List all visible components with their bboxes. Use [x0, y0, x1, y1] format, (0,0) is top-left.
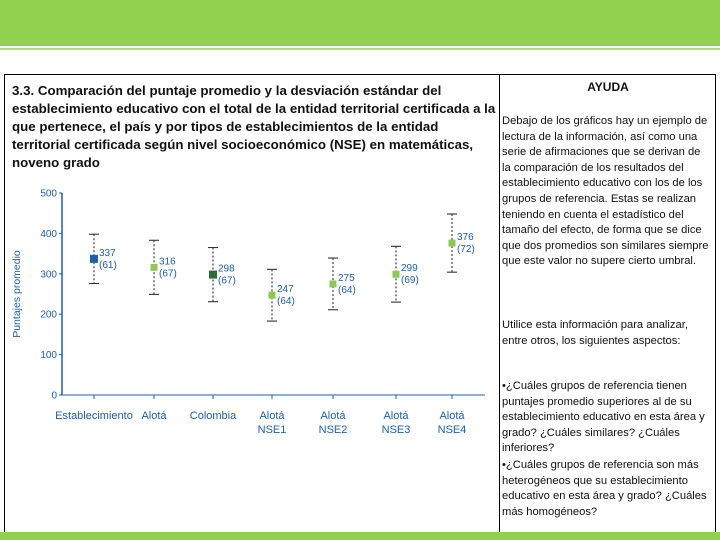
mean-label: 376: [457, 232, 474, 244]
mean-marker: [449, 240, 456, 247]
mean-label: 299: [401, 263, 418, 275]
mean-label: 298: [218, 263, 235, 275]
mean-label: 275: [338, 272, 355, 284]
sd-label: (67): [159, 268, 177, 280]
help-paragraph-4: •¿Cuáles grupos de referencia son más heterogéneos que su establecimiento educativo en esta área y grado? ¿Cuáles más homogéneos?: [502, 459, 707, 518]
y-tick-label: 300: [40, 269, 57, 281]
y-tick-label: 100: [40, 350, 57, 362]
category-label: Establecimiento: [55, 410, 133, 422]
help-paragraph-1: Debajo de los gráficos hay un ejemplo de lectura de la información, así como una serie de afirmaciones que se derivan de la comparación de los resultados del establecimiento educativo con los de los grupos de referencia. Estas se realizan teniendo en cuenta el estadístico del tamaño del efecto, de forma que se dice que dos promedios son similares siempre que este valor no supere cierto umbral.: [502, 115, 709, 268]
mean-marker: [90, 255, 98, 263]
sd-label: (67): [218, 275, 236, 287]
sd-label: (72): [457, 244, 475, 256]
category-label: Alotá: [320, 410, 346, 422]
mean-label: 247: [277, 284, 294, 296]
category-label: Alotá: [141, 410, 167, 422]
mean-label: 337: [99, 247, 116, 259]
category-label: Alotá: [383, 410, 409, 422]
y-tick-label: 200: [40, 309, 57, 321]
category-label: Colombia: [189, 410, 237, 422]
category-sublabel: NSE1: [257, 424, 287, 436]
section-title: 3.3. Comparación del puntaje promedio y la desviación estándar del establecimiento educativo con el total de la entidad territorial certificada a la que pertenece, el país y por tipos de establecimientos de la entidad territorial certificada según nivel socioeconómico (NSE) en matemáticas, noveno grado: [12, 83, 496, 170]
mean-label: 316: [159, 256, 176, 268]
sd-label: (64): [277, 296, 295, 308]
category-sublabel: NSE3: [381, 424, 411, 436]
y-tick-label: 500: [40, 188, 57, 200]
sd-label: (64): [338, 284, 356, 296]
mean-marker: [209, 271, 217, 279]
y-axis-label: Puntajes promedio: [11, 250, 23, 338]
y-tick-label: 400: [40, 228, 57, 240]
mean-marker: [330, 280, 337, 287]
help-paragraph-2: Utilice esta información para analizar, entre otros, los siguientes aspectos:: [502, 319, 688, 347]
help-paragraph-3: •¿Cuáles grupos de referencia tienen puntajes promedio superiores al de su establecimiento educativo en esta área y grado? ¿Cuáles similares? ¿Cuáles inferiores?: [502, 380, 705, 455]
header-divider: [0, 48, 720, 50]
footer-bar: [0, 532, 720, 540]
header-bar: [0, 0, 720, 46]
sd-label: (69): [401, 275, 419, 287]
category-sublabel: NSE4: [437, 424, 467, 436]
category-label: Alotá: [259, 410, 285, 422]
score-chart: [0, 180, 496, 440]
category-label: Alotá: [439, 410, 465, 422]
mean-marker: [151, 264, 158, 271]
y-tick-label: 0: [51, 390, 57, 402]
sd-label: (61): [99, 259, 117, 271]
mean-marker: [393, 271, 400, 278]
help-title: AYUDA: [587, 80, 629, 94]
mean-marker: [269, 292, 276, 299]
category-sublabel: NSE2: [318, 424, 348, 436]
